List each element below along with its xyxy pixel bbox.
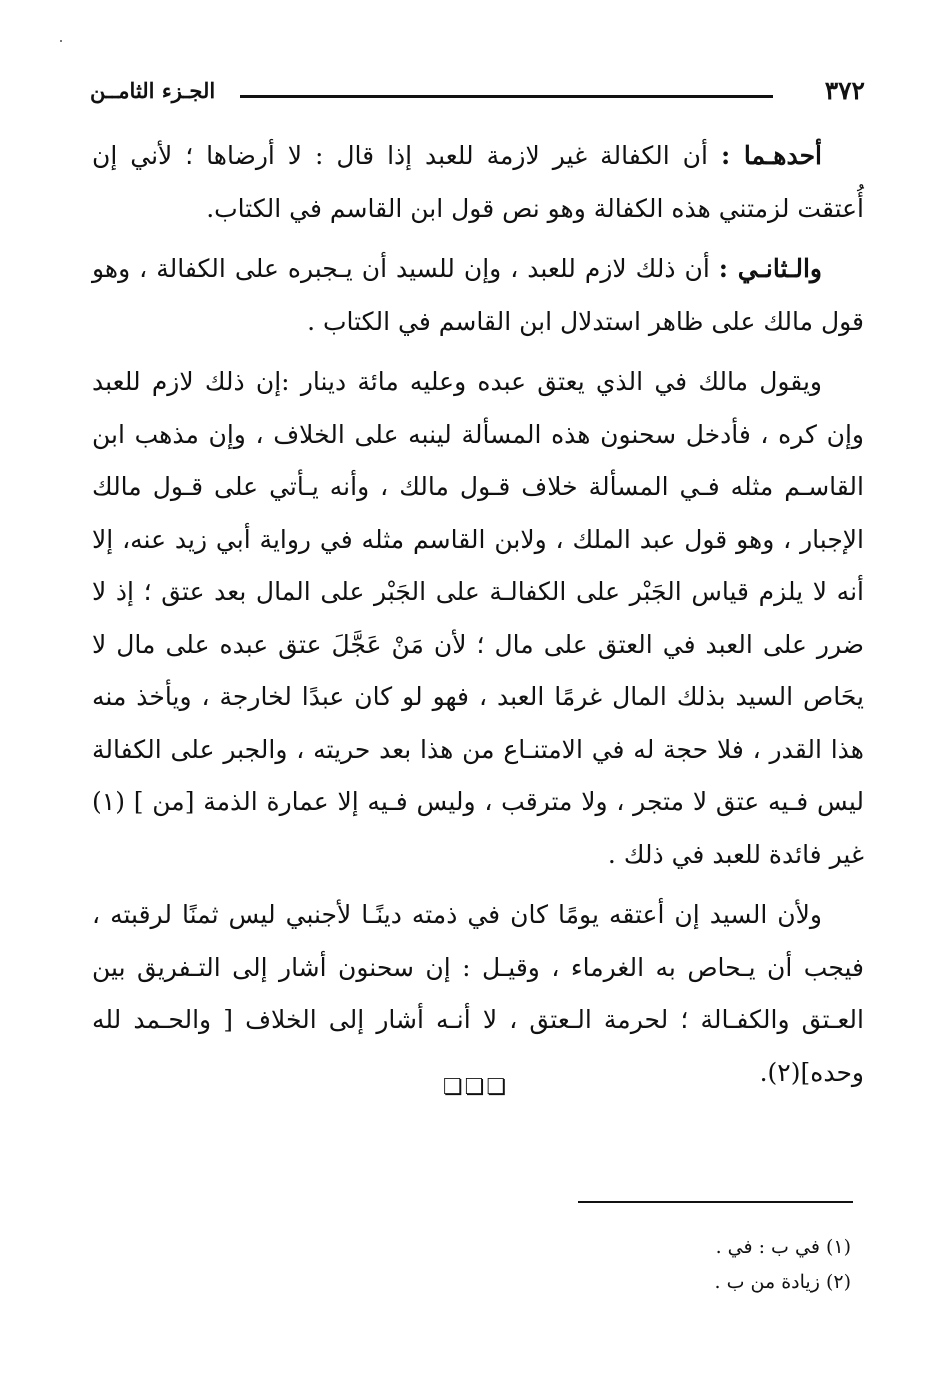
page-header	[90, 76, 865, 110]
paragraph-conclusion	[92, 889, 864, 1099]
header-rule	[240, 95, 773, 98]
paragraph-lead: والـثانـي :	[718, 254, 822, 283]
paragraph-text: أن الكفالة غير لازمة للعبد إذا قال : لا أرضاها ؛ لأني إن أُعتقت لزمتني هذه الكفالة وهو نص قول ابن القاسم في الكتاب.	[92, 141, 864, 223]
paragraph-text: ولأن السيد إن أعتقه يومًا كان في ذمته دينًـا لأجنبي ليس ثمنًا لرقبته ، فيجب أن يـحاص به الغرماء ، وقيـل : إن سحنون أشار إلى التـفريق بين العـتق والكفـالة ؛ لحرمة الـعتق ، لا أنـه أشار إلى الخلاف [ والحـمد لله وحده](٢).	[92, 900, 864, 1087]
part-title: الجـزء الثامــن	[90, 78, 216, 103]
paragraph-first-opinion	[92, 130, 864, 235]
footnote-2: (٢) زيادة من ب .	[714, 1271, 851, 1293]
body-text	[92, 130, 864, 1107]
page-number: ٣٧٢	[824, 76, 865, 105]
footnotes	[451, 1230, 851, 1300]
paragraph-second-opinion	[92, 243, 864, 348]
footnote-rule	[578, 1201, 853, 1203]
scan-speck	[60, 40, 62, 42]
paragraph-text: أن ذلك لازم للعبد ، وإن للسيد أن يـجبره على الكفالة ، وهو قول مالك على ظاهر استدلال ابن القاسم في الكتاب .	[92, 254, 864, 336]
footnote-1: (١) في ب : في .	[715, 1236, 851, 1258]
section-end-ornament: ❏❏❏	[442, 1075, 509, 1100]
paragraph-malik-view	[92, 356, 864, 881]
paragraph-text: ويقول مالك في الذي يعتق عبده وعليه مائة دينار :إن ذلك لازم للعبد وإن كره ، فأدخل سحنون هذه المسألة لينبه على الخلاف ، وإن مذهب ابن القاسـم مثله فـي المسألة خلاف قـول مالك ، وأنه يـأتي على قـول مالك الإجبار ، وهو قول عبد الملك ، ولابن القاسم مثله في رواية أبي زيد عنه، إلا أنه لا يلزم قياس الجَبْر على الكفالـة على الجَبْر على المال بعد عتق ؛ إذ لا ضرر على العبد في العتق على مال ؛ لأن مَنْ عَجَّلَ عتق عبده على مال لا يحَاص السيد بذلك المال غرمًا العبد ، فهو لو كان عبدًا لخارجة ، ويأخذ منه هذا القدر ، فلا حجة له في الامتنـاع من هذا بعد حريته ، والجبر على الكفالة ليس فـيه عتق لا متجر ، ولا مترقب ، وليس فـيه إلا عمارة الذمة [من ] (١) غير فائدة للعبد في ذلك .	[92, 367, 864, 869]
paragraph-lead: أحدهـما :	[720, 141, 822, 170]
